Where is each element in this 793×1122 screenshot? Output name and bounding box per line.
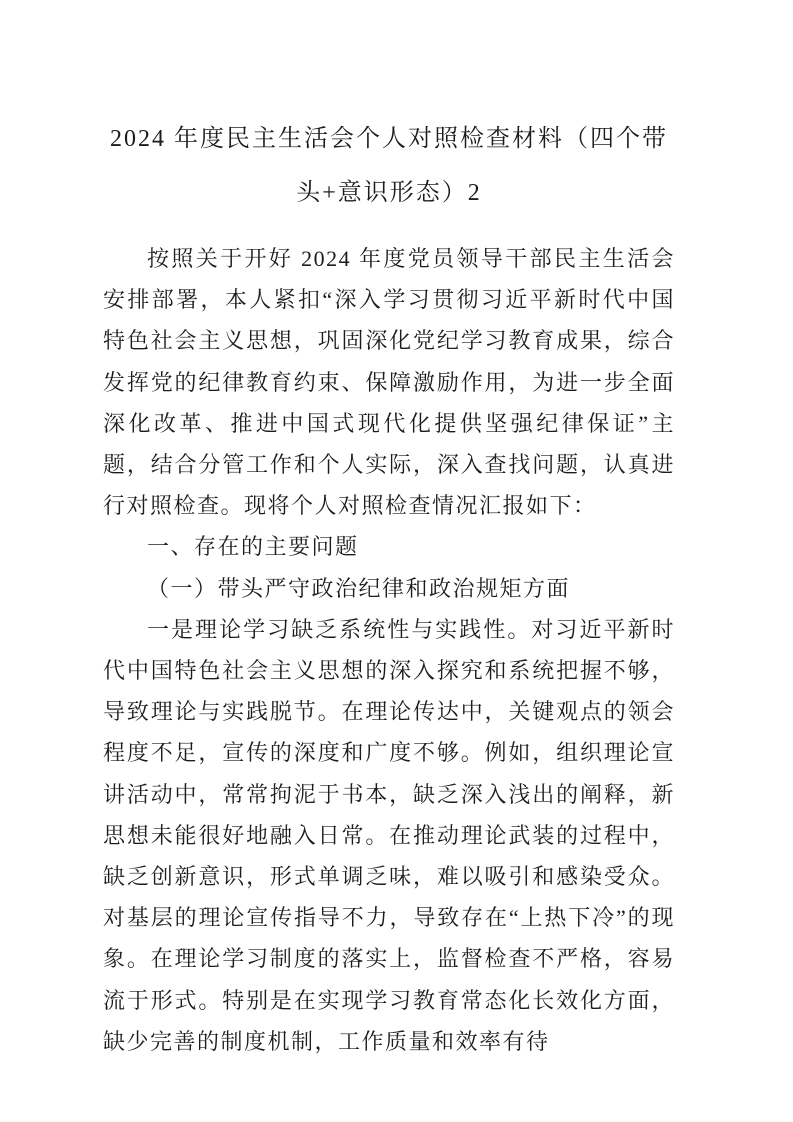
body-paragraph: 按照关于开好 2024 年度党员领导干部民主生活会安排部署，本人紧扣“深入学习贯彻习近平新时代中国特色社会主义思想，巩固深化党纪学习教育成果，综合发挥党的纪律教育约束、保障激励作用，为进一步全面深化改革、推进中国式现代化提供坚强纪律保证”主题，结合分管工作和个人实际，深入查找问题，认真进行对照检查。现将个人对照检查情况汇报如下： [103, 246, 675, 519]
subsection-heading: （一）带头严守政治纪律和政治规矩方面 [147, 575, 571, 601]
document-title: 2024 年度民主生活会个人对照检查材料（四个带头+意识形态）2 [110, 126, 668, 206]
section-heading: 一、存在的主要问题 [147, 534, 359, 560]
body-paragraph: 一是理论学习缺乏系统性与实践性。对习近平新时代中国特色社会主义思想的深入探究和系统把握不够，导致理论与实践脱节。在理论传达中，关键观点的领会程度不足，宣传的深度和广度不够。例如，组织理论宣讲活动中，常常拘泥于书本，缺乏深入浅出的阐释，新思想未能很好地融入日常。在推动理论武装的过程中，缺乏创新意识，形式单调乏味，难以吸引和感染受众。对基层的理论宣传指导不力，导致存在“上热下冷”的现象。在理论学习制度的落实上，监督检查不严格，容易流于形式。特别是在实现学习教育常态化长效化方面，缺少完善的制度机制，工作质量和效率有待 [103, 616, 675, 1054]
